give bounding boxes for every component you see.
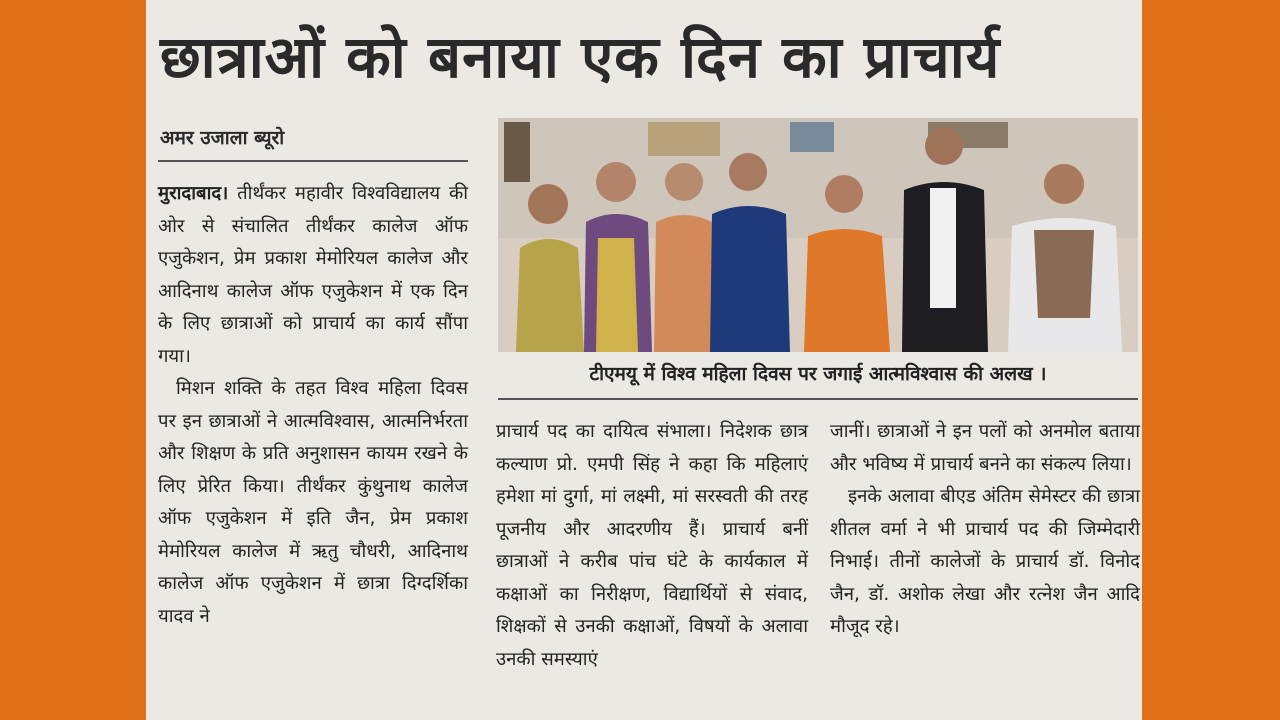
column2-paragraph-1: प्राचार्य पद का दायित्व संभाला। निदेशक छात्र कल्याण प्रो. एमपी सिंह ने कहा कि महिलाएं हमेशा मां दुर्गा, मां लक्ष्मी, मां सरस्वती की तरह पूजनीय और आदरणीय हैं। प्राचार्य बनीं छात्राओं ने करीब पांच घंटे के कार्यकाल में कक्षाओं का निरीक्षण, विद्यार्थियों से संवाद, शिक्षकों से उनकी कक्षाओं, विषयों के अलावा उनकी समस्याएं [496, 421, 808, 670]
group-photo-image [498, 118, 1138, 352]
column1-paragraph-1 [158, 178, 468, 373]
byline: अमर उजाला ब्यूरो [160, 127, 285, 149]
column3-paragraph-1: जानीं। छात्राओं ने इन पलों को अनमोल बताया और भविष्य में प्राचार्य बनने का संकल्प लिया। [830, 421, 1140, 475]
headline: छात्राओं को बनाया एक दिन का प्राचार्य [160, 23, 1001, 91]
article-column-3 [830, 416, 1140, 644]
article-column-2 [496, 416, 808, 676]
column3-paragraph-2: इनके अलावा बीएड अंतिम सेमेस्टर की छात्रा शीतल वर्मा ने भी प्राचार्य पद की जिम्मेदारी निभाई। तीनों कालेजों के प्राचार्य डॉ. विनोद जैन, डॉ. अशोक लेखा और रत्नेश जैन आदि मौजूद रहे। [830, 486, 1140, 637]
article-column-1 [158, 178, 468, 633]
group-photo [498, 118, 1138, 352]
newspaper-clipping [146, 0, 1142, 720]
dateline: मुरादाबाद। [158, 183, 229, 204]
byline-rule [158, 160, 468, 162]
photo-caption: टीएमयू में विश्व महिला दिवस पर जगाई आत्मविश्वास की अलख । [589, 363, 1047, 385]
caption-rule [498, 398, 1138, 400]
column1-paragraph-1-text: तीर्थंकर महावीर विश्वविद्यालय की ओर से संचालित तीर्थंकर कालेज ऑफ एजुकेशन, प्रेम प्रकाश मेमोरियल कालेज और आदिनाथ कालेज ऑफ एजुकेशन में एक दिन के लिए छात्राओं को प्राचार्य का कार्य सौंपा गया। [158, 183, 468, 367]
column1-paragraph-2: मिशन शक्ति के तहत विश्व महिला दिवस पर इन छात्राओं ने आत्मविश्वास, आत्मनिर्भरता और शिक्षण के प्रति अनुशासन कायम रखने के लिए प्रेरित किया। तीर्थंकर कुंथुनाथ कालेज ऑफ एजुकेशन में इति जैन, प्रेम प्रकाश मेमोरियल कालेज में ऋतु चौधरी, आदिनाथ कालेज ऑफ एजुकेशन में छात्रा दिग्दर्शिका यादव ने [158, 378, 468, 627]
